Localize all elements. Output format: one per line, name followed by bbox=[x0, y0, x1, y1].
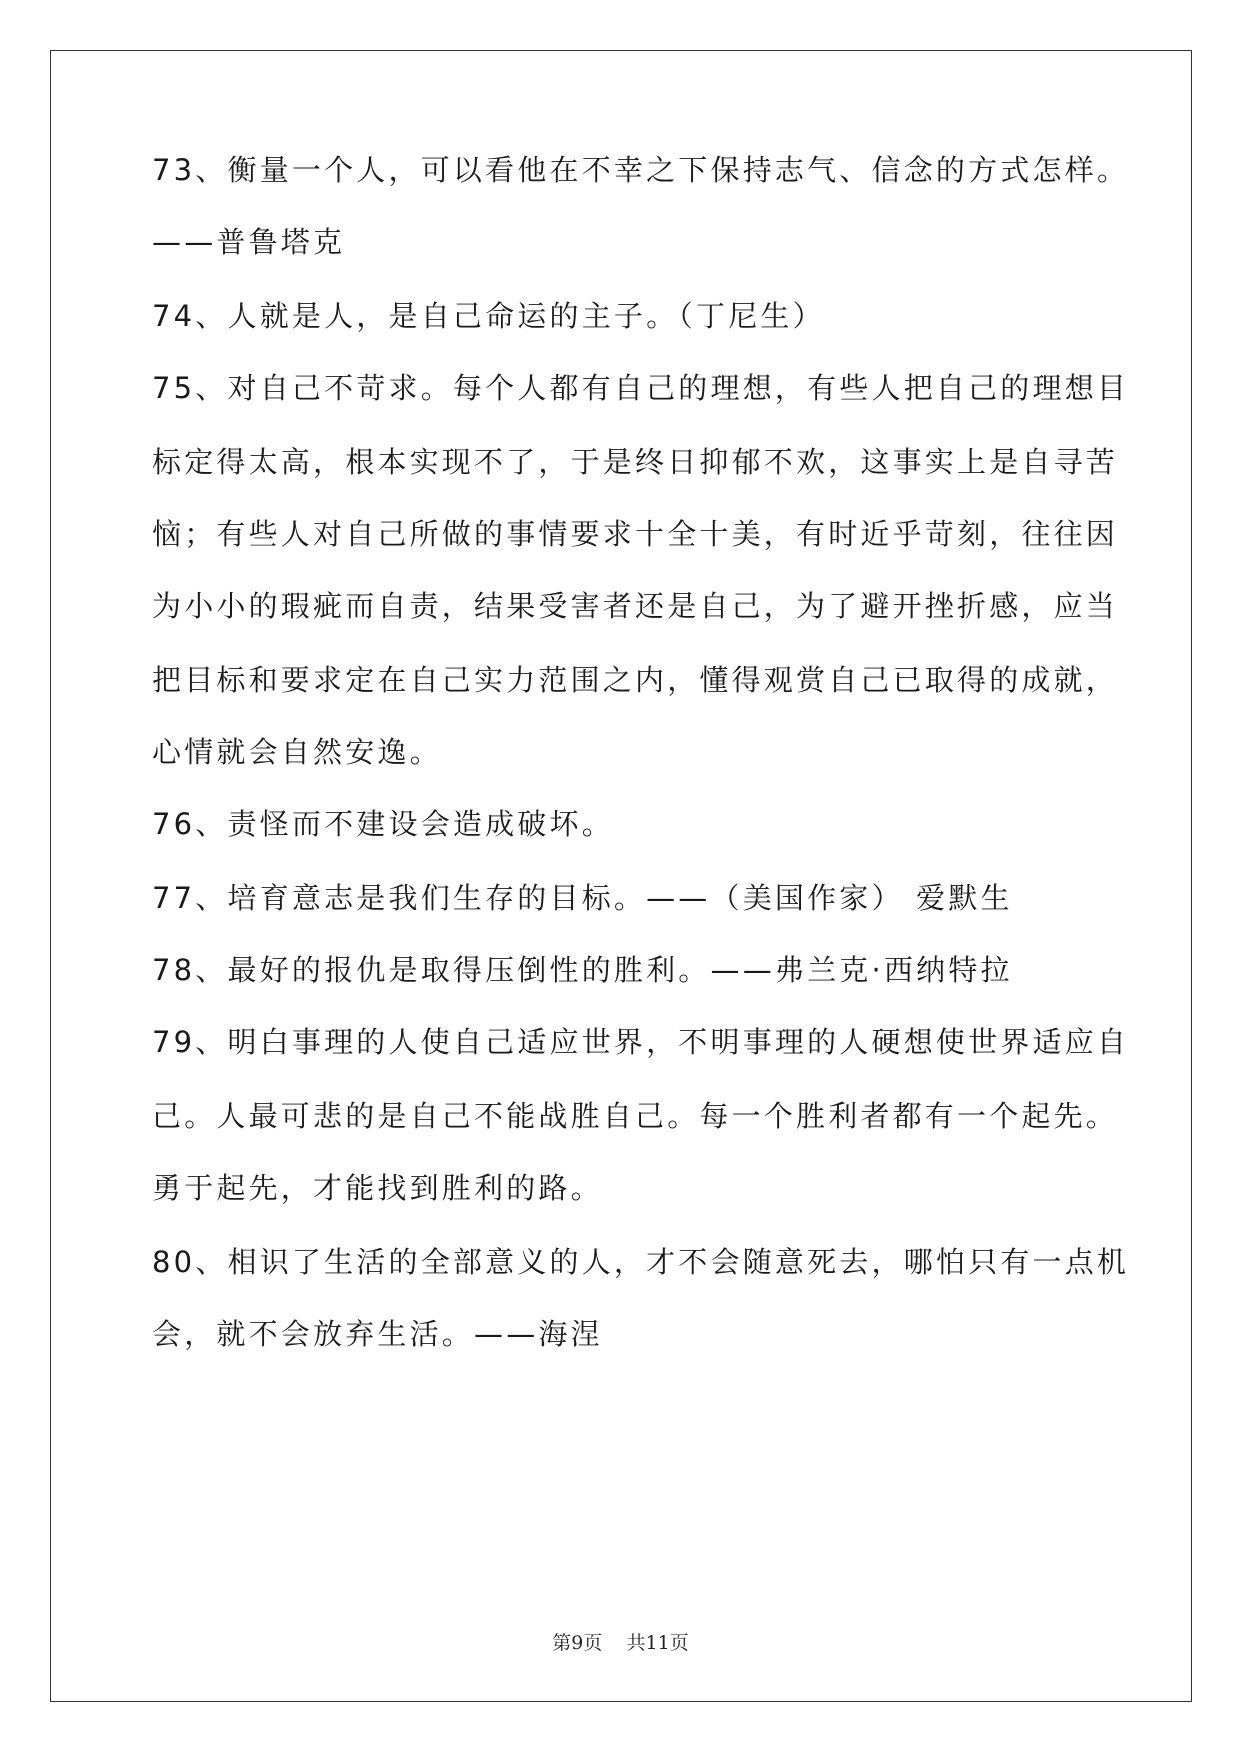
text-line: ——普鲁塔克 bbox=[152, 225, 346, 259]
text-line: 心情就会自然安逸。 bbox=[152, 735, 442, 769]
text-line: 79、明白事理的人使自己适应世界，不明事理的人硬想使世界适应自 bbox=[152, 1025, 1130, 1059]
text-line: 为小小的瑕疵而自责，结果受害者还是自己，为了避开挫折感，应当 bbox=[152, 589, 1119, 623]
text-line: 77、培育意志是我们生存的目标。——（美国作家） 爱默生 bbox=[152, 881, 1013, 915]
total-pages-label: 共11页 bbox=[626, 1632, 689, 1654]
text-line: 恼；有些人对自己所做的事情要求十全十美，有时近乎苛刻，往往因 bbox=[152, 517, 1119, 551]
current-page-label: 第9页 bbox=[552, 1632, 603, 1654]
text-line: 80、相识了生活的全部意义的人，才不会随意死去，哪怕只有一点机 bbox=[152, 1245, 1130, 1279]
text-line: 75、对自己不苛求。每个人都有自己的理想，有些人把自己的理想目 bbox=[152, 371, 1130, 405]
text-line: 会，就不会放弃生活。——海涅 bbox=[152, 1317, 603, 1351]
page-footer bbox=[0, 1628, 1241, 1655]
text-line: 76、责怪而不建设会造成破坏。 bbox=[152, 807, 614, 841]
text-line: 74、人就是人，是自己命运的主子。（丁尼生） bbox=[152, 299, 825, 333]
text-line: 78、最好的报仇是取得压倒性的胜利。——弗兰克·西纳特拉 bbox=[152, 953, 1013, 987]
text-line: 把目标和要求定在自己实力范围之内，懂得观赏自己已取得的成就， bbox=[152, 663, 1119, 697]
text-line: 勇于起先，才能找到胜利的路。 bbox=[152, 1171, 603, 1205]
text-line: 己。人最可悲的是自己不能战胜自己。每一个胜利者都有一个起先。 bbox=[152, 1099, 1119, 1133]
text-line: 标定得太高，根本实现不了，于是终日抑郁不欢，这事实上是自寻苦 bbox=[152, 445, 1119, 479]
text-line: 73、衡量一个人，可以看他在不幸之下保持志气、信念的方式怎样。 bbox=[152, 153, 1130, 187]
